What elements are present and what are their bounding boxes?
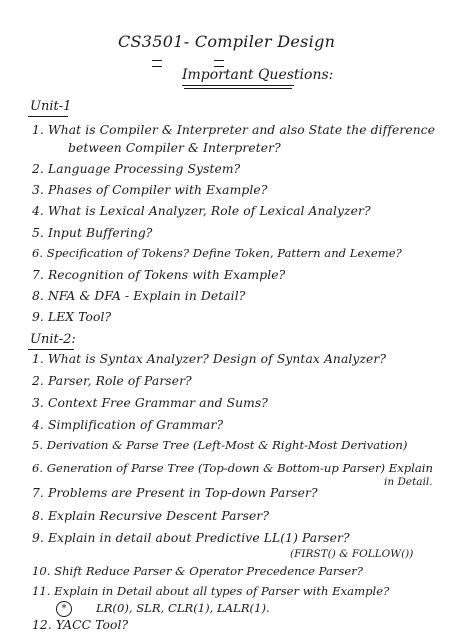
unit2-q11 xyxy=(32,586,389,598)
question-number: 7. xyxy=(32,486,44,500)
unit2-q5 xyxy=(32,440,407,452)
page-subtitle: Important Questions: xyxy=(182,67,334,83)
page-title: CS3501- Compiler Design xyxy=(118,32,336,51)
unit1-q8 xyxy=(32,290,245,302)
question-text: Simplification of Grammar? xyxy=(47,418,224,432)
star-mark-icon: * xyxy=(56,601,72,617)
subtitle-underline xyxy=(184,88,292,89)
title-equals-mark xyxy=(152,60,162,67)
unit1-heading: Unit-1 xyxy=(30,99,72,114)
question-number: 9. xyxy=(32,531,44,545)
unit2-q1 xyxy=(32,353,386,365)
question-text: Explain in Detail about all types of Parser with Example? xyxy=(54,584,390,598)
question-number: 8. xyxy=(32,289,44,303)
question-number: 5. xyxy=(32,438,44,452)
unit1-q5 xyxy=(32,227,153,239)
question-number: 1. xyxy=(32,123,44,137)
question-number: 2. xyxy=(32,374,44,388)
question-text: Explain Recursive Descent Parser? xyxy=(47,509,270,523)
unit1-q7 xyxy=(32,269,285,281)
question-number: 1. xyxy=(32,352,44,366)
question-text: What is Lexical Analyzer, Role of Lexical Analyzer? xyxy=(47,204,371,218)
question-number: 5. xyxy=(32,226,44,240)
question-text: Input Buffering? xyxy=(47,226,153,240)
unit2-q4 xyxy=(32,419,223,431)
unit1-q6 xyxy=(32,248,402,260)
question-number: 7. xyxy=(32,268,44,282)
unit2-q3 xyxy=(32,397,268,409)
unit2-q9 xyxy=(32,532,350,544)
question-number: 4. xyxy=(32,418,44,432)
question-number: 6. xyxy=(32,461,44,475)
unit2-q8 xyxy=(32,510,269,522)
unit2-q12 xyxy=(32,619,128,631)
unit2-q6-continued xyxy=(384,477,433,488)
question-text: Derivation & Parse Tree (Left-Most & Right-Most Derivation) xyxy=(46,438,408,452)
unit2-q2 xyxy=(32,375,192,387)
question-text: YACC Tool? xyxy=(55,618,129,632)
question-number: 6. xyxy=(32,246,44,260)
unit2-heading: Unit-2: xyxy=(30,332,76,347)
question-number: 4. xyxy=(32,204,44,218)
question-text: Context Free Grammar and Sums? xyxy=(47,396,268,410)
question-text: NFA & DFA - Explain in Detail? xyxy=(47,289,246,303)
question-text: in Detail. xyxy=(384,476,433,488)
question-number: 8. xyxy=(32,509,44,523)
question-text: Parser, Role of Parser? xyxy=(47,374,192,388)
question-text: LR(0), SLR, CLR(1), LALR(1). xyxy=(96,601,270,615)
unit1-q4 xyxy=(32,205,371,217)
question-text: Generation of Parse Tree (Top-down & Bottom-up Parser) Explain xyxy=(46,461,433,475)
unit1-q1-continued xyxy=(68,142,281,154)
question-number: 10. xyxy=(32,564,51,578)
question-text: LEX Tool? xyxy=(47,310,112,324)
question-text: Shift Reduce Parser & Operator Precedence Parser? xyxy=(54,564,363,578)
question-number: 9. xyxy=(32,310,44,324)
question-number: 11. xyxy=(32,584,51,598)
question-number: 2. xyxy=(32,162,44,176)
question-number: 3. xyxy=(32,396,44,410)
unit1-heading-underline xyxy=(28,116,68,117)
question-number: 3. xyxy=(32,183,44,197)
unit2-q7 xyxy=(32,487,318,499)
question-text: What is Syntax Analyzer? Design of Syntax Analyzer? xyxy=(47,352,387,366)
unit2-q9-continued xyxy=(290,549,413,560)
title-equals-mark xyxy=(214,60,224,67)
unit1-q3 xyxy=(32,184,267,196)
unit2-q11-continued xyxy=(96,603,270,615)
question-text: Specification of Tokens? Define Token, Pattern and Lexeme? xyxy=(46,246,402,260)
subtitle-underline xyxy=(182,85,294,86)
unit1-q9 xyxy=(32,311,111,323)
unit2-q6 xyxy=(32,463,433,475)
question-text: What is Compiler & Interpreter and also State the difference xyxy=(47,123,436,137)
question-text: Phases of Compiler with Example? xyxy=(47,183,268,197)
question-text: Explain in detail about Predictive LL(1) Parser? xyxy=(47,531,350,545)
unit2-heading-underline xyxy=(28,349,74,350)
unit2-q10 xyxy=(32,566,363,578)
question-text: between Compiler & Interpreter? xyxy=(68,141,281,155)
question-number: 12. xyxy=(32,618,52,632)
unit1-q1 xyxy=(32,124,435,136)
question-text: Language Processing System? xyxy=(47,162,241,176)
question-text: Problems are Present in Top-down Parser? xyxy=(47,486,318,500)
unit1-q2 xyxy=(32,163,240,175)
question-text: (FIRST() & FOLLOW()) xyxy=(290,548,414,560)
question-text: Recognition of Tokens with Example? xyxy=(47,268,286,282)
